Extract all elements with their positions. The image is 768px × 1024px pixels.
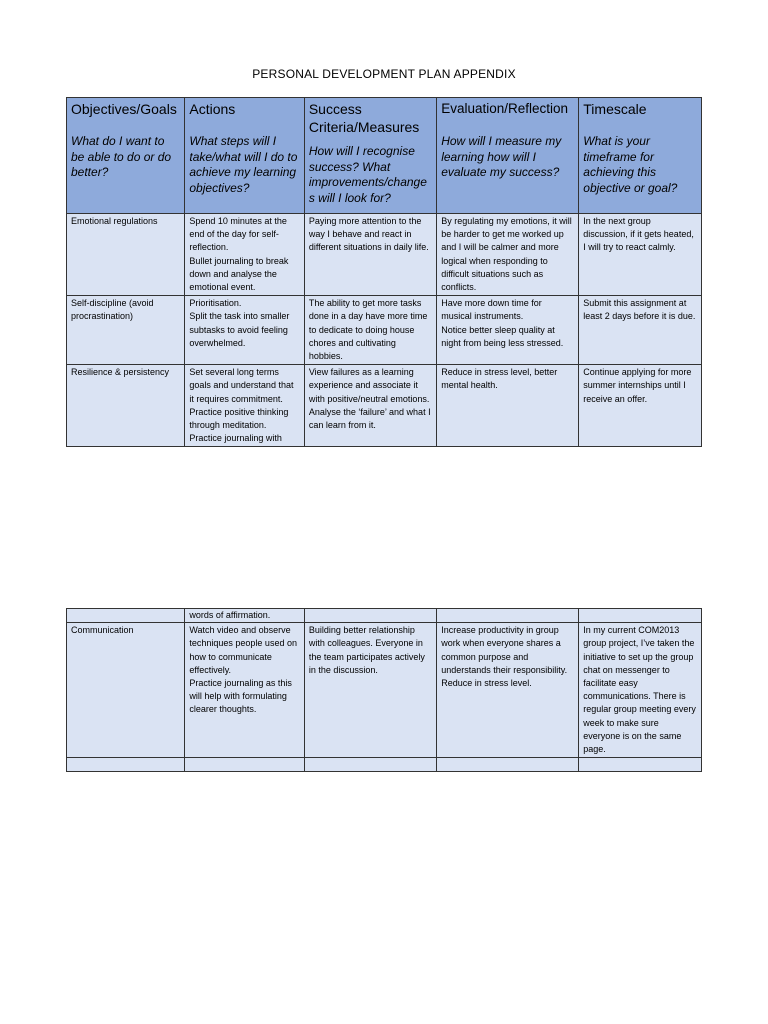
actions-text: Set several long terms goals and understand that it requires commitment. Practice positive thinking through meditation. Practice journaling with	[189, 367, 294, 444]
header-timescale-title: Timescale	[583, 101, 647, 117]
objective-text: Communication	[71, 625, 134, 636]
header-timescale-prompt: What is your timeframe for achieving this objective or goal?	[583, 134, 678, 195]
objective-text: Emotional regulations	[71, 216, 158, 226]
criteria-text: Paying more attention to the way I behave and react in different situations in daily life.	[308, 216, 429, 253]
timescale-cell	[579, 623, 702, 758]
evaluation-text: Have more down time for musical instruments. Notice better sleep quality at night from being less stressed.	[441, 298, 564, 348]
actions-cell	[185, 296, 304, 365]
header-evaluation	[437, 98, 579, 214]
actions-text: words of affirmation.	[189, 610, 271, 620]
empty-cell	[437, 758, 579, 772]
timescale-cell	[579, 296, 702, 365]
header-objectives	[67, 98, 185, 214]
criteria-cell	[304, 609, 436, 623]
empty-cell	[579, 758, 702, 772]
evaluation-text: By regulating my emotions, it will be harder to get me worked up and I will be calmer and more logical when responding to difficult situations such as conflicts.	[441, 216, 572, 293]
timescale-text: In the next group discussion, if it gets heated, I will try to react calmly.	[583, 216, 694, 253]
actions-cell	[185, 365, 304, 447]
evaluation-cell	[437, 365, 579, 447]
criteria-text: View failures as a learning experience and associate it with positive/neutral emotions. Analyse the ‘failure’ and what I can learn from it.	[308, 367, 431, 431]
empty-cell	[185, 758, 304, 772]
header-success-criteria-prompt: How will I recognise success? What improvements/change s will I look for?	[308, 144, 427, 205]
evaluation-cell	[437, 609, 579, 623]
header-row	[67, 98, 702, 214]
criteria-cell	[304, 623, 436, 758]
timescale-cell	[579, 214, 702, 296]
criteria-text: The ability to get more tasks done in a day have more time to dedicate to doing house chores and cultivating hobbies.	[308, 298, 428, 362]
timescale-cell	[579, 609, 702, 623]
header-timescale	[579, 98, 702, 214]
evaluation-cell	[437, 623, 579, 758]
evaluation-text: Reduce in stress level, better mental health.	[441, 367, 558, 391]
header-success-criteria-title: Success Criteria/Measures	[308, 101, 420, 135]
table-row	[67, 365, 702, 447]
timescale-text: Submit this assignment at least 2 days before it is due.	[583, 298, 696, 322]
actions-text: Prioritisation. Split the task into smaller subtasks to avoid feeling overwhelmed.	[189, 298, 290, 348]
development-plan-table-continued	[66, 608, 702, 772]
criteria-cell	[304, 296, 436, 365]
criteria-cell	[304, 365, 436, 447]
header-evaluation-title: Evaluation/Reflection	[441, 101, 569, 116]
continuation-row	[67, 609, 702, 623]
header-actions	[185, 98, 304, 214]
objective-cell	[67, 623, 185, 758]
header-actions-prompt: What steps will I take/what will I do to achieve my learning objectives?	[189, 134, 298, 195]
actions-cell	[185, 609, 304, 623]
actions-cell	[185, 623, 304, 758]
objective-text: Self-discipline (avoid procrastination)	[71, 298, 154, 322]
actions-text: Watch video and observe techniques people used on how to communicate effectively. Practice journaling as this will help with formulating clearer thoughts.	[189, 625, 297, 715]
empty-cell	[304, 758, 436, 772]
header-evaluation-prompt: How will I measure my learning how will I evaluate my success?	[441, 134, 562, 179]
header-objectives-title: Objectives/Goals	[71, 101, 177, 117]
actions-cell	[185, 214, 304, 296]
objective-cell	[67, 609, 185, 623]
objective-cell	[67, 365, 185, 447]
timescale-text: Continue applying for more summer internships until I receive an offer.	[583, 367, 692, 404]
objective-text: Resilience & persistency	[71, 367, 170, 378]
header-actions-title: Actions	[189, 101, 236, 117]
header-objectives-prompt: What do I want to be able to do or do better?	[71, 134, 172, 179]
development-plan-table	[66, 97, 702, 447]
document-title: PERSONAL DEVELOPMENT PLAN APPENDIX	[252, 67, 516, 81]
evaluation-cell	[437, 296, 579, 365]
actions-text: Spend 10 minutes at the end of the day for self-reflection. Bullet journaling to break down and analyse the emotional event.	[189, 216, 289, 293]
evaluation-cell	[437, 214, 579, 296]
objective-cell	[67, 296, 185, 365]
table-row	[67, 296, 702, 365]
criteria-text: Building better relationship with colleagues. Everyone in the team participates actively in the discussion.	[308, 625, 425, 675]
table-row	[67, 214, 702, 296]
timescale-cell	[579, 365, 702, 447]
evaluation-text: Increase productivity in group work when everyone shares a common purpose and understands their responsibility. Reduce in stress level.	[441, 625, 568, 689]
empty-row	[67, 758, 702, 772]
table-row	[67, 623, 702, 758]
timescale-text: In my current COM2013 group project, I’ve taken the initiative to set up the group chat on messenger to facilitate easy communications. There is regular group meeting every week to make sure everyone is on the same page.	[583, 625, 696, 755]
criteria-cell	[304, 214, 436, 296]
objective-cell	[67, 214, 185, 296]
empty-cell	[67, 758, 185, 772]
header-success-criteria	[304, 98, 436, 214]
